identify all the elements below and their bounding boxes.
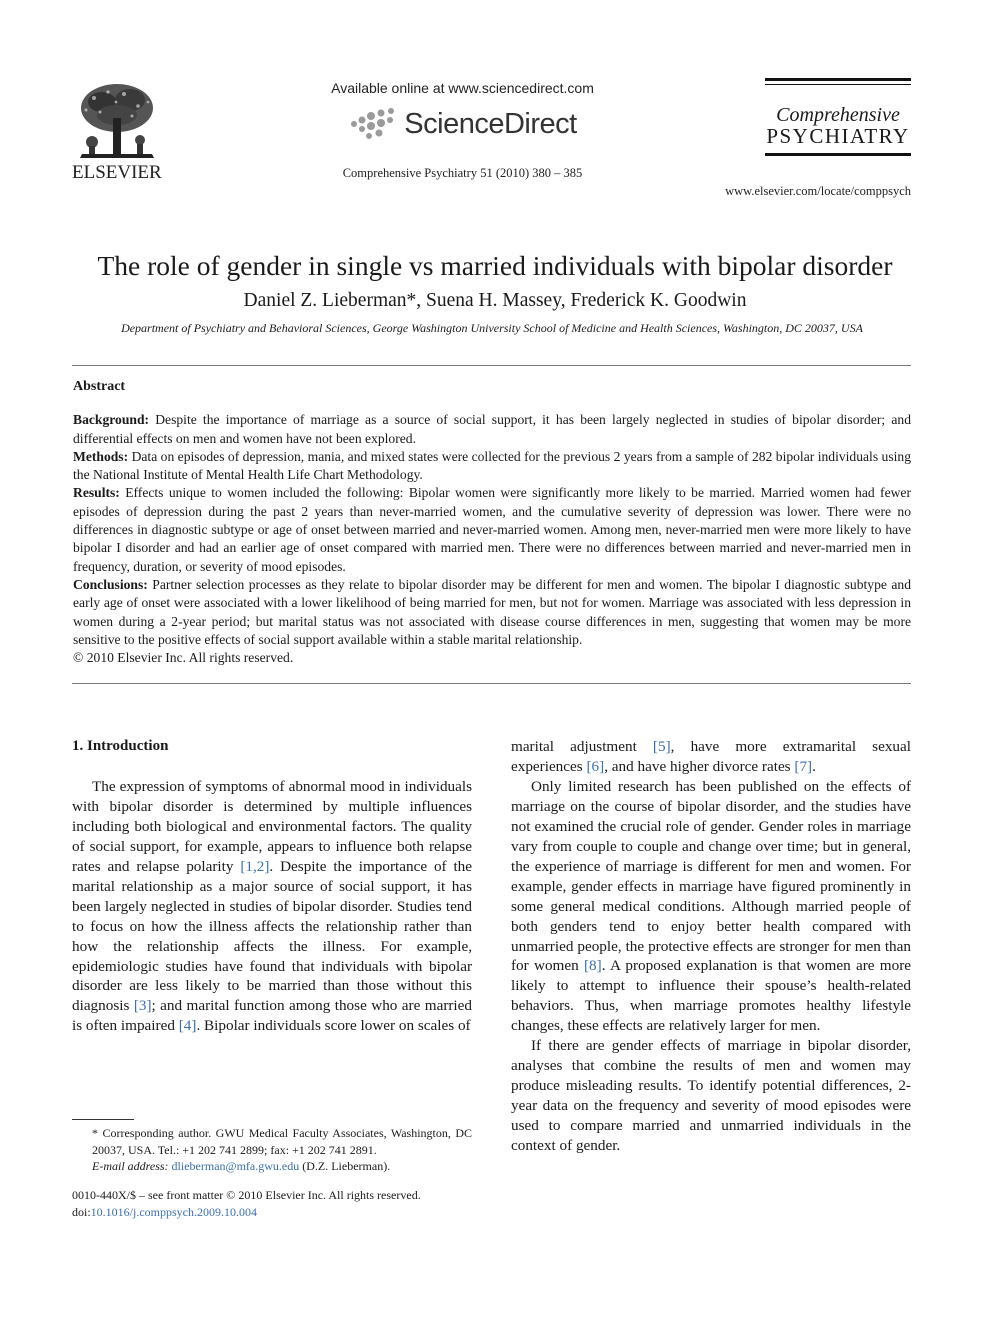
email-label: E-mail address: (92, 1159, 169, 1174)
intro-paragraph-1-continued (511, 737, 911, 777)
conclusions-label: Conclusions: (73, 576, 148, 592)
citation-link[interactable]: [4] (178, 1017, 197, 1035)
paragraph-text: Only limited research has been published on the effects of marriage on the course of bipolar disorder, and the studies have not examined the crucial role of gender. Gender roles in marriage vary from couple to couple and change over time; but in general, the experience of marriage is different for men and women. For example, gender effects in marriage have figured prominently in some general medical conditions. Although married people of both genders tend to enjoy better health compared with unmarried people, the protective effects are stronger for men than for women (511, 777, 911, 975)
email-line (72, 1158, 472, 1175)
paragraph-text: . (812, 757, 816, 775)
paragraph-text: . A proposed explanation is that women are more likely to attempt to influence their spouse’s health-related behaviors. Thus, when marriage promotes healthy lifestyle changes, these effects are relatively larger for men. (511, 957, 911, 1035)
section-heading-introduction: 1. Introduction (72, 738, 169, 754)
doi-line (72, 1204, 472, 1221)
article-title: The role of gender in single vs married individuals with bipolar disorder (97, 250, 893, 281)
sciencedirect-block (300, 80, 625, 181)
paragraph-text: The expression of symptoms of abnormal mood in individuals with bipolar disorder is determined by multiple influences including both biological and environmental factors. The quality of social support, for example, appears to influence both relapse rates and relapse polarity (72, 777, 472, 875)
journal-name-line1: Comprehensive (776, 104, 900, 126)
footnote-rule (72, 1119, 134, 1120)
email-suffix: (D.Z. Lieberman). (299, 1159, 391, 1174)
article-authors: Daniel Z. Lieberman*, Suena H. Massey, Frederick K. Goodwin (243, 290, 747, 311)
methods-label: Methods: (73, 448, 129, 464)
abstract-copyright: © 2010 Elsevier Inc. All rights reserved. (73, 650, 294, 666)
journal-masthead (765, 78, 911, 156)
page-footer (72, 1187, 472, 1221)
elsevier-logo (72, 80, 164, 184)
abstract (73, 378, 911, 667)
methods-text: Data on episodes of depression, mania, and mixed states were collected for the previous 2 years from a sample of 282 bipolar individuals using the National Institute of Mental Health Life Chart Methodology. (73, 448, 911, 483)
abstract-rule-top (72, 365, 911, 366)
abstract-methods (73, 448, 911, 485)
body-column-right (511, 737, 911, 1156)
intro-paragraph-2 (511, 777, 911, 1036)
background-label: Background: (73, 412, 150, 428)
paragraph-text: , have more extramarital sexual experiences (511, 738, 911, 775)
corresponding-author-footnote (72, 1125, 472, 1175)
conclusions-text: Partner selection processes as they relate to bipolar disorder may be different for men and women. The bipolar I diagnostic subtype and early age of onset were associated with a lower likelihood of being married for men, but not for women. Marriage was associated with less depression in women during a 2-year period; but marital status was not associated with disease course differences in men, suggesting that women may be more sensitive to the positive effects of social support available within a stable marital relationship. (73, 576, 911, 647)
masthead-rule-top (765, 78, 911, 85)
sciencedirect-dots-icon (348, 106, 398, 142)
paragraph-text: , and have higher divorce rates (604, 757, 795, 775)
abstract-rule-bottom (72, 683, 911, 684)
corresponding-author-text: * Corresponding author. GWU Medical Faculty Associates, Washington, DC 20037, USA. Tel.: +1 202 741 2899; fax: +1 202 741 2891. (92, 1126, 472, 1157)
author-affiliation: Department of Psychiatry and Behavioral Sciences, George Washington University School of Medicine and Health Sciences, Washington, DC 20037, USA (121, 321, 863, 335)
doi-label: doi: (72, 1205, 91, 1219)
paragraph-text: . Bipolar individuals score lower on scales of (196, 1017, 471, 1035)
abstract-results (73, 484, 911, 575)
abstract-heading: Abstract (73, 379, 126, 394)
paragraph-text: ; and marital function among those who are married is often impaired (72, 997, 472, 1035)
journal-reference: Comprehensive Psychiatry 51 (2010) 380 – 385 (342, 166, 583, 180)
journal-url[interactable]: www.elsevier.com/locate/comppsych (725, 184, 911, 198)
sciencedirect-logo (300, 104, 625, 144)
citation-link[interactable]: [1,2] (240, 857, 270, 875)
masthead-rule-bottom (765, 153, 911, 156)
doi-link[interactable]: 10.1016/j.comppsych.2009.10.004 (90, 1205, 257, 1219)
elsevier-tree-icon (72, 80, 162, 160)
citation-link[interactable]: [8] (584, 957, 602, 975)
abstract-background (73, 411, 911, 448)
results-text: Effects unique to women included the following: Bipolar women were significantly more likely to be married. Married women had fewer episodes of depression during the past 2 years than never-married women, and the cumulative severity of depression was lower. There were no differences in diagnostic subtype or age of onset between married and never-married women. Among men, never-married men were more likely to have bipolar I disorder and had an earlier age of onset compared with married men. There were no differences between married and never-married men in frequency, duration, or severity of mood episodes. (73, 485, 911, 574)
journal-name-line2: PSYCHIATRY (766, 124, 910, 148)
paragraph-text: marital adjustment (511, 738, 653, 755)
citation-link[interactable]: [5] (652, 738, 671, 755)
citation-link[interactable]: [7] (794, 757, 813, 775)
intro-paragraph-3: If there are gender effects of marriage in bipolar disorder, analyses that combine the results of men and women may produce misleading results. To identify potential differences, 2-year data on the frequency and severity of mood episodes were used to compare married and unmarried individuals in the context of gender. (511, 1037, 911, 1155)
citation-link[interactable]: [3] (133, 997, 152, 1015)
paragraph-text: . Despite the importance of the marital relationship as a major source of social support, it has been largely neglected in studies of bipolar disorder. Studies tend to focus on how the illness affects the relationship rather than how the relationship affects the illness. For example, epidemiologic studies have found that individuals with bipolar disorder are less likely to be married than those without this diagnosis (72, 857, 473, 1015)
background-text: Despite the importance of marriage as a source of social support, it has been largely neglected in studies of bipolar disorder; and differential effects on men and women have not been explored. (73, 412, 911, 446)
results-label: Results: (73, 485, 120, 501)
citation-link[interactable]: [6] (586, 757, 605, 775)
sciencedirect-name: ScienceDirect (404, 107, 577, 140)
issn-line: 0010-440X/$ – see front matter © 2010 Elsevier Inc. All rights reserved. (72, 1188, 421, 1202)
body-column-left (72, 737, 472, 1036)
abstract-conclusions (73, 576, 911, 649)
elsevier-wordmark: ELSEVIER (72, 162, 162, 183)
email-link[interactable]: dlieberman@mfa.gwu.edu (171, 1159, 300, 1174)
intro-paragraph-1 (72, 777, 472, 1036)
available-online-text: Available online at www.sciencedirect.com (331, 80, 594, 96)
